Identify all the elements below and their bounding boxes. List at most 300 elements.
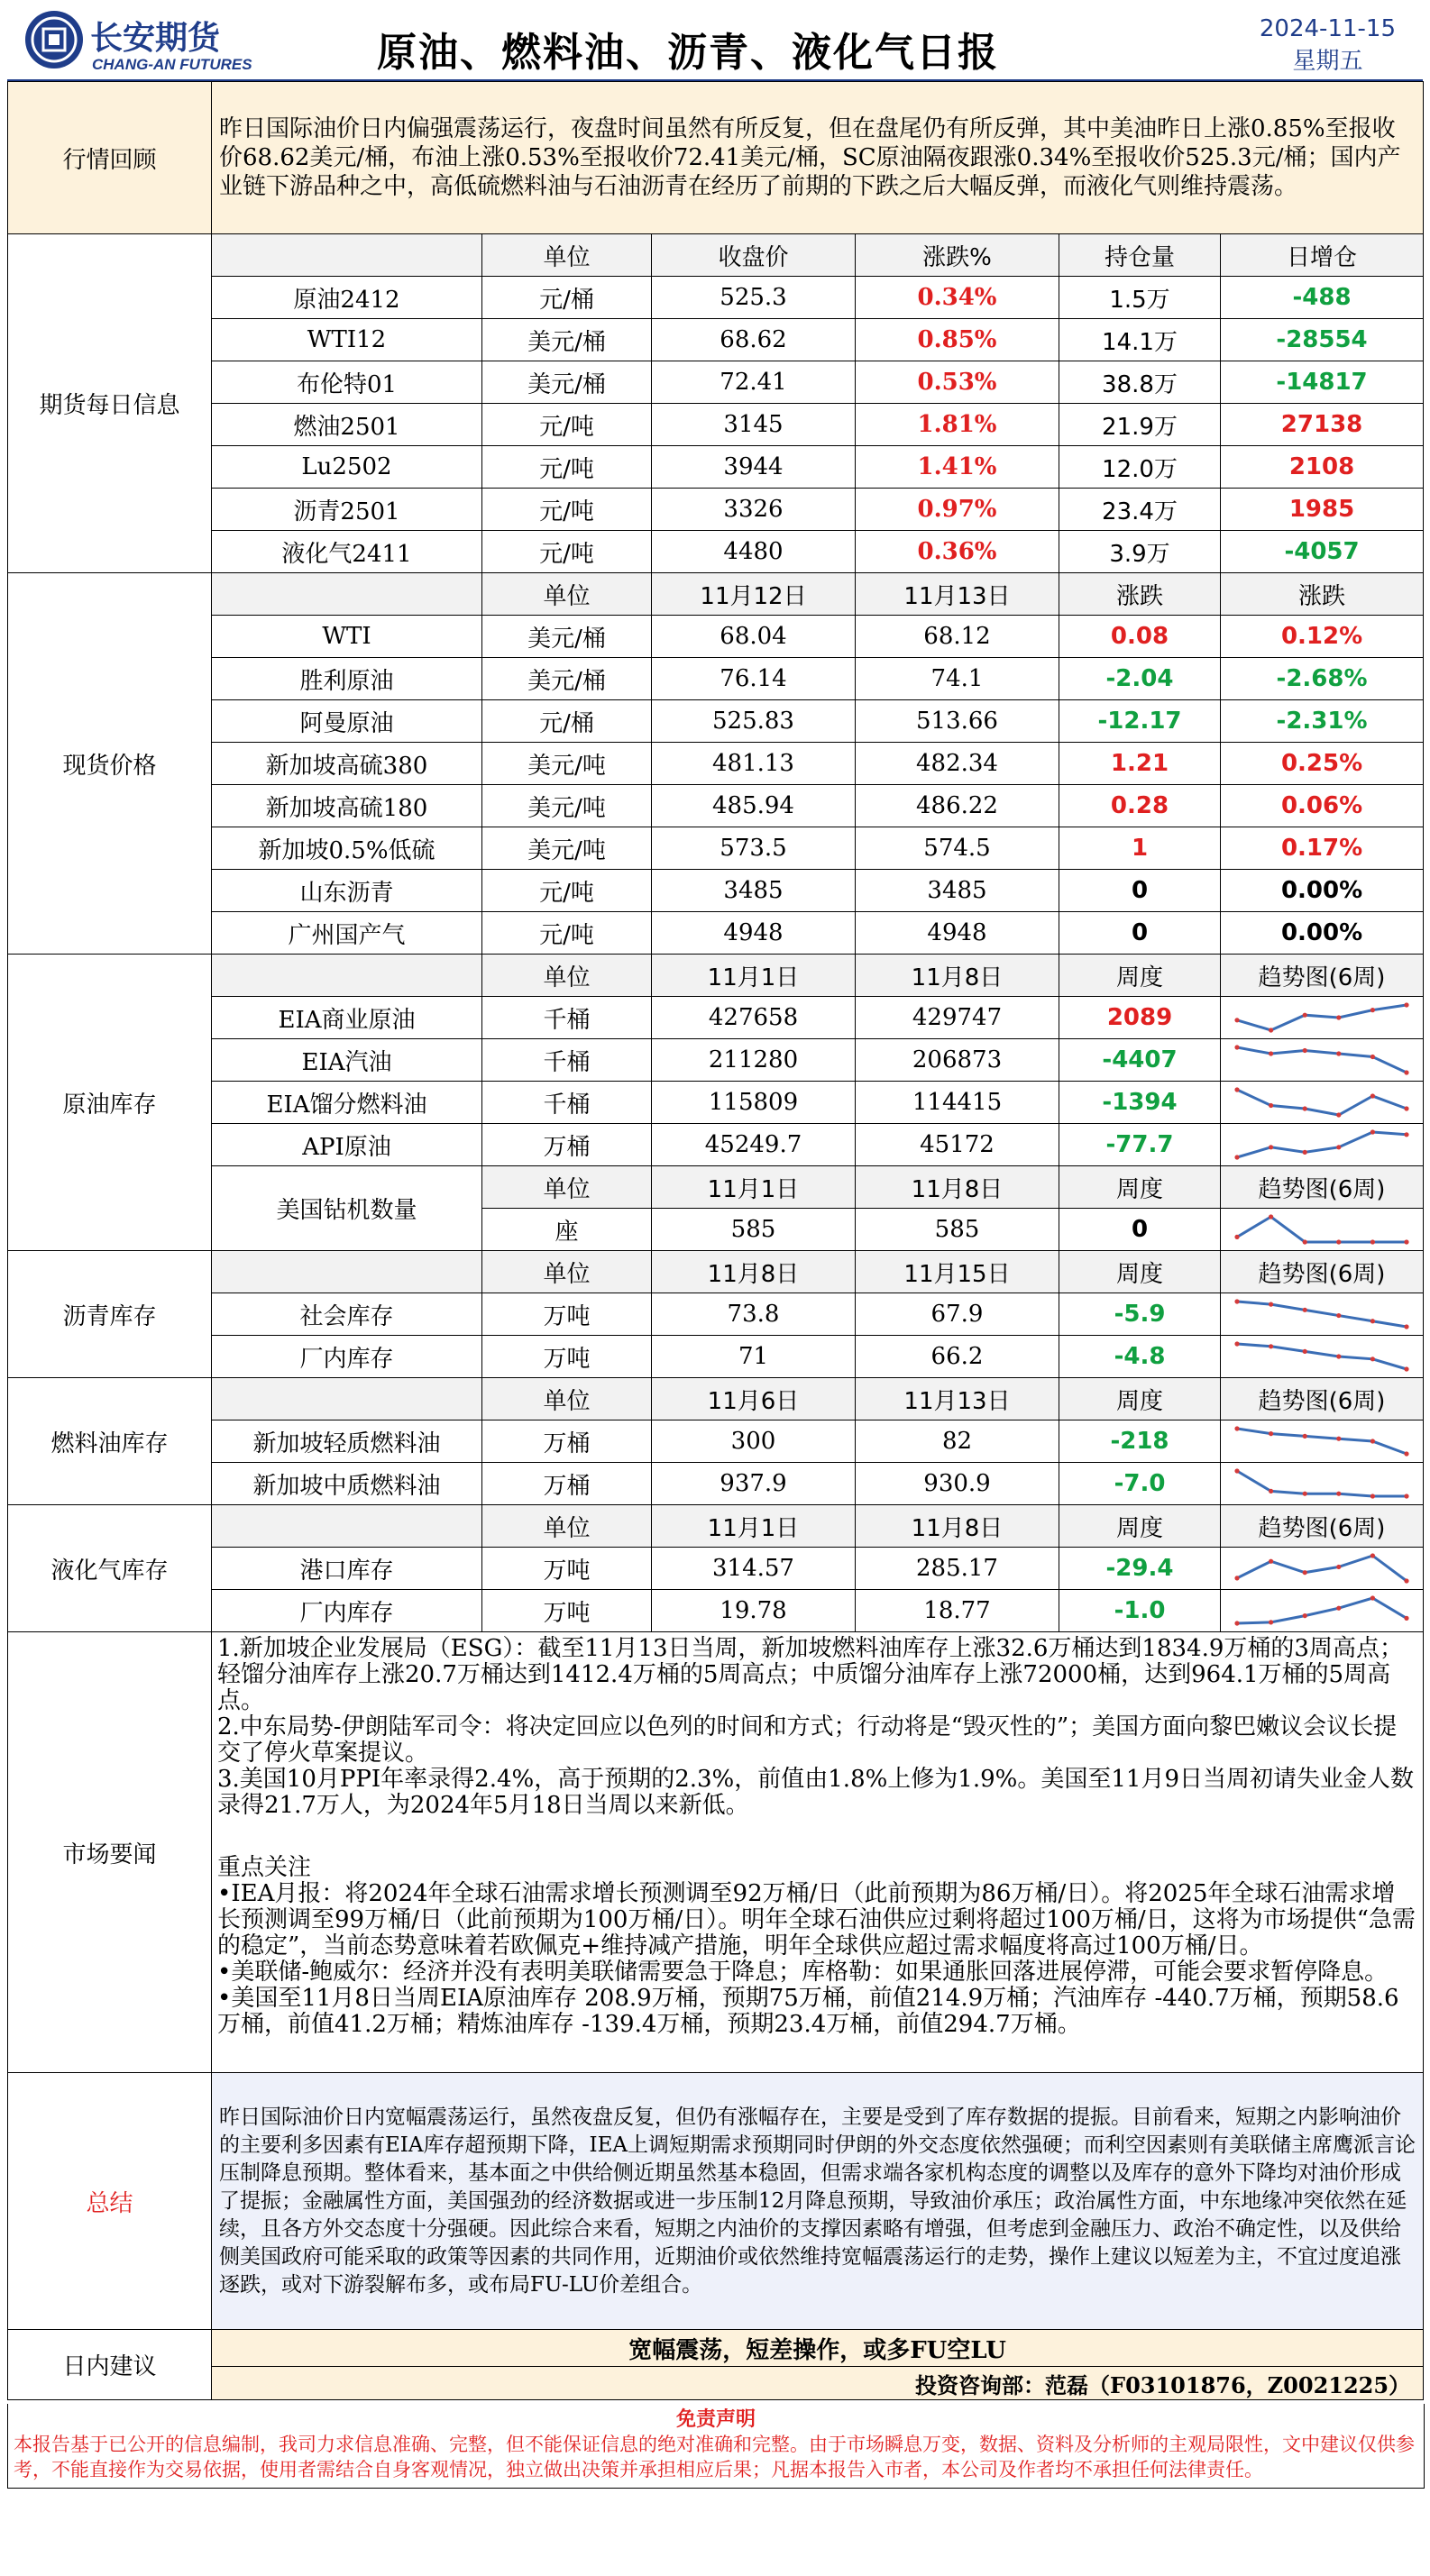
spot-change-pct: 0.12% — [1221, 616, 1424, 658]
trend-sparkline — [1232, 1211, 1412, 1247]
futures-open-interest: 1.5万 — [1059, 277, 1221, 319]
trend-point — [1234, 1018, 1239, 1022]
futures-change-pct: 1.41% — [856, 446, 1059, 489]
trend-point — [1336, 1313, 1341, 1318]
spot-price-2: 3485 — [856, 870, 1059, 912]
suggestion-section-label: 日内建议 — [8, 2330, 212, 2400]
spot-price-1: 76.14 — [652, 658, 856, 700]
spot-row — [8, 743, 1424, 785]
trend-line — [1237, 1344, 1407, 1369]
spot-product: 山东沥青 — [212, 870, 482, 912]
disclaimer-text: 本报告基于已公开的信息编制，我司力求信息准确、完整，但不能保证信息的绝对准确和完整。由于市场瞬息万变，数据、资料及分析师的主观局限性，文中建议仅供参考，不能直接作为交易依据，使用者需结合自身客观情况，独立做出决策并承担相应后果；凡据本报告入市者，本公司及作者均不承担任何法律责任。 — [14, 2434, 1415, 2480]
crude_inv-value-2: 429747 — [856, 997, 1059, 1039]
spot-unit: 美元/桶 — [482, 658, 652, 700]
report-date: 2024-11-15 — [1259, 15, 1396, 42]
trend-point — [1269, 1051, 1273, 1055]
trend-point — [1303, 1570, 1307, 1575]
spot-change: 0.08 — [1059, 616, 1221, 658]
crude_inv-col-header: 11月8日 — [856, 955, 1059, 997]
crude_inv-unit: 千桶 — [482, 997, 652, 1039]
spot-price-1: 3485 — [652, 870, 856, 912]
futures-oi-change: 27138 — [1221, 404, 1424, 446]
futures-row — [8, 531, 1424, 573]
crude_inv-value-2: 45172 — [856, 1124, 1059, 1166]
lpg_inv-col-header: 11月1日 — [652, 1505, 856, 1548]
trend-point — [1303, 1048, 1307, 1053]
futures-header-blank — [212, 234, 482, 277]
trend-point — [1404, 1132, 1408, 1137]
trend-point — [1269, 1302, 1273, 1307]
report-page — [7, 7, 1423, 2489]
futures-header-row — [8, 234, 1424, 277]
fuel_inv-row — [8, 1420, 1424, 1463]
news-spacer — [217, 1819, 1417, 1855]
asphalt_inv-header-blank — [212, 1251, 482, 1293]
lpg_inv-header-blank — [212, 1505, 482, 1548]
spot-row — [8, 827, 1424, 870]
futures-contract: 沥青2501 — [212, 489, 482, 531]
rig-col-header: 11月1日 — [652, 1166, 856, 1209]
advisor-text: 投资咨询部：范磊（F03101876，Z0021225） — [212, 2367, 1424, 2400]
trend-point — [1370, 1319, 1375, 1323]
crude_inv-value-1: 45249.7 — [652, 1124, 856, 1166]
trend-sparkline — [1232, 1423, 1412, 1459]
trend-line — [1237, 1302, 1407, 1327]
trend-point — [1234, 1087, 1239, 1092]
futures-oi-change: -4057 — [1221, 531, 1424, 573]
fuel_inv-header-row — [8, 1378, 1424, 1420]
spot-change-pct: 0.00% — [1221, 912, 1424, 955]
futures-oi-change: 1985 — [1221, 489, 1424, 531]
trend-point — [1404, 1324, 1408, 1329]
rig-trend — [1221, 1209, 1424, 1251]
trend-point — [1303, 1239, 1307, 1244]
futures-row — [8, 446, 1424, 489]
spot-price-2: 4948 — [856, 912, 1059, 955]
spot-price-2: 486.22 — [856, 785, 1059, 827]
lpg_inv-value-2: 285.17 — [856, 1548, 1059, 1590]
futures-change-pct: 0.53% — [856, 361, 1059, 404]
trend-point — [1336, 1051, 1341, 1055]
trend-point — [1234, 1235, 1239, 1239]
crude_inv-weekly-change: -1394 — [1059, 1082, 1221, 1124]
rig-unit: 座 — [482, 1209, 652, 1251]
trend-point — [1404, 1070, 1408, 1074]
crude_inv-col-header: 趋势图(6周) — [1221, 955, 1424, 997]
report-header — [7, 7, 1423, 81]
spot-price-2: 482.34 — [856, 743, 1059, 785]
news-section-label: 市场要闻 — [8, 1632, 212, 2073]
fuel_inv-value-1: 300 — [652, 1420, 856, 1463]
crude_inv-item: EIA商业原油 — [212, 997, 482, 1039]
futures-change-pct: 0.34% — [856, 277, 1059, 319]
crude_inv-trend — [1221, 997, 1424, 1039]
trend-point — [1370, 1239, 1375, 1244]
news-item: 3.美国10月PPI年率录得2.4%，高于预期的2.3%，前值由1.8%上修为1.9%。美国至11月9日当周初请失业金人数录得21.7万人，为2024年5月18日当周以来新低。 — [217, 1766, 1414, 1819]
futures-change-pct: 0.97% — [856, 489, 1059, 531]
crude_inv-value-1: 115809 — [652, 1082, 856, 1124]
futures-close: 3145 — [652, 404, 856, 446]
spot-price-1: 68.04 — [652, 616, 856, 658]
spot-change: -2.04 — [1059, 658, 1221, 700]
disclaimer-title: 免责声明 — [675, 2408, 756, 2431]
trend-point — [1269, 1145, 1273, 1149]
futures-change-pct: 0.85% — [856, 319, 1059, 361]
fuel_inv-trend — [1221, 1463, 1424, 1505]
fuel_inv-weekly-change: -7.0 — [1059, 1463, 1221, 1505]
spot-row — [8, 616, 1424, 658]
fuel_inv-col-header: 11月13日 — [856, 1378, 1059, 1420]
spot-price-1: 485.94 — [652, 785, 856, 827]
futures-contract: Lu2502 — [212, 446, 482, 489]
report-date-block — [1260, 13, 1396, 78]
spot-row — [8, 700, 1424, 743]
rig-header-row — [8, 1166, 1424, 1209]
news-row — [8, 1632, 1424, 2073]
asphalt_inv-unit: 万吨 — [482, 1293, 652, 1336]
rig-col-header: 趋势图(6周) — [1221, 1166, 1424, 1209]
crude_inv-unit: 万桶 — [482, 1124, 652, 1166]
trend-point — [1303, 1308, 1307, 1312]
asphalt_inv-trend — [1221, 1336, 1424, 1378]
futures-oi-change: -488 — [1221, 277, 1424, 319]
spot-price-2: 68.12 — [856, 616, 1059, 658]
asphalt_inv-value-2: 66.2 — [856, 1336, 1059, 1378]
asphalt_inv-row — [8, 1336, 1424, 1378]
spot-row — [8, 912, 1424, 955]
trend-sparkline — [1232, 1296, 1412, 1332]
lpg_inv-trend — [1221, 1548, 1424, 1590]
futures-contract: 布伦特01 — [212, 361, 482, 404]
report-title: 原油、燃料油、沥青、液化气日报 — [377, 30, 999, 76]
crude_inv-weekly-change: -77.7 — [1059, 1124, 1221, 1166]
crude_inv-row — [8, 1039, 1424, 1082]
fuel_inv-section-label: 燃料油库存 — [8, 1378, 212, 1505]
trend-point — [1234, 1426, 1239, 1430]
crude_inv-value-1: 427658 — [652, 997, 856, 1039]
trend-point — [1370, 1093, 1375, 1098]
trend-line — [1237, 1090, 1407, 1115]
lpg_inv-value-1: 314.57 — [652, 1548, 856, 1590]
spot-col-header: 涨跌 — [1221, 573, 1424, 616]
trend-point — [1336, 1606, 1341, 1611]
trend-point — [1303, 1349, 1307, 1354]
trend-point — [1336, 1112, 1341, 1117]
trend-point — [1370, 1553, 1375, 1557]
lpg_inv-item: 厂内库存 — [212, 1590, 482, 1632]
trend-sparkline — [1232, 1338, 1412, 1375]
futures-open-interest: 3.9万 — [1059, 531, 1221, 573]
lpg_inv-col-header: 趋势图(6周) — [1221, 1505, 1424, 1548]
trend-sparkline — [1232, 1466, 1412, 1502]
trend-point — [1269, 1103, 1273, 1108]
news-item: 2.中东局势-伊朗陆军司令：将决定回应以色列的时间和方式；行动将是“毁灭性的”；美国方面向黎巴嫩议会议长提交了停火草案提议。 — [217, 1713, 1398, 1767]
trend-point — [1269, 1344, 1273, 1348]
futures-contract: WTI12 — [212, 319, 482, 361]
crude_inv-item: EIA汽油 — [212, 1039, 482, 1082]
fuel_inv-col-header: 周度 — [1059, 1378, 1221, 1420]
lpg_inv-section-label: 液化气库存 — [8, 1505, 212, 1632]
trend-point — [1234, 1155, 1239, 1159]
trend-point — [1370, 1439, 1375, 1443]
lpg_inv-weekly-change: -29.4 — [1059, 1548, 1221, 1590]
spot-unit: 元/桶 — [482, 700, 652, 743]
fuel_inv-value-2: 82 — [856, 1420, 1059, 1463]
crude_inv-unit: 千桶 — [482, 1039, 652, 1082]
fuel_inv-unit: 万桶 — [482, 1463, 652, 1505]
rig-col-header: 周度 — [1059, 1166, 1221, 1209]
trend-point — [1234, 1468, 1239, 1473]
report-table-body — [8, 82, 1424, 2400]
futures-col-header: 收盘价 — [652, 234, 856, 277]
spot-change: 1 — [1059, 827, 1221, 870]
spot-change: 0.28 — [1059, 785, 1221, 827]
trend-line — [1237, 1429, 1407, 1454]
spot-unit: 美元/吨 — [482, 827, 652, 870]
rig-col-header: 11月8日 — [856, 1166, 1059, 1209]
lpg_inv-col-header: 11月8日 — [856, 1505, 1059, 1548]
asphalt_inv-unit: 万吨 — [482, 1336, 652, 1378]
fuel_inv-row — [8, 1463, 1424, 1505]
trend-point — [1404, 1494, 1408, 1498]
lpg_inv-header-row — [8, 1505, 1424, 1548]
rig-count-label: 美国钻机数量 — [212, 1166, 482, 1251]
asphalt_inv-value-2: 67.9 — [856, 1293, 1059, 1336]
lpg_inv-unit: 万吨 — [482, 1590, 652, 1632]
trend-point — [1234, 1621, 1239, 1625]
lpg_inv-item: 港口库存 — [212, 1548, 482, 1590]
futures-open-interest: 23.4万 — [1059, 489, 1221, 531]
review-label: 行情回顾 — [8, 82, 212, 234]
trend-point — [1404, 1616, 1408, 1621]
trend-point — [1336, 1239, 1341, 1244]
asphalt_inv-value-1: 71 — [652, 1336, 856, 1378]
futures-open-interest: 12.0万 — [1059, 446, 1221, 489]
spot-change: 0 — [1059, 870, 1221, 912]
trend-point — [1404, 1002, 1408, 1007]
asphalt_inv-weekly-change: -4.8 — [1059, 1336, 1221, 1378]
spot-col-header: 涨跌 — [1059, 573, 1221, 616]
futures-unit: 元/吨 — [482, 446, 652, 489]
suggestion-text: 宽幅震荡，短差操作，或多FU空LU — [212, 2330, 1424, 2367]
spot-change: -12.17 — [1059, 700, 1221, 743]
fuel_inv-header-blank — [212, 1378, 482, 1420]
news-focus-title: 重点关注 — [217, 1854, 312, 1881]
spot-price-2: 513.66 — [856, 700, 1059, 743]
spot-product: 广州国产气 — [212, 912, 482, 955]
fuel_inv-col-header: 单位 — [482, 1378, 652, 1420]
crude_inv-header-blank — [212, 955, 482, 997]
trend-point — [1303, 1106, 1307, 1110]
spot-price-1: 573.5 — [652, 827, 856, 870]
trend-sparkline — [1232, 1127, 1412, 1163]
trend-point — [1336, 1015, 1341, 1019]
trend-point — [1370, 1129, 1375, 1134]
spot-price-1: 4948 — [652, 912, 856, 955]
spot-unit: 元/吨 — [482, 912, 652, 955]
futures-col-header: 单位 — [482, 234, 652, 277]
news-content — [212, 1632, 1424, 2073]
trend-line — [1237, 1556, 1407, 1581]
trend-point — [1234, 1341, 1239, 1346]
spot-unit: 美元/吨 — [482, 743, 652, 785]
lpg_inv-trend — [1221, 1590, 1424, 1632]
spot-header-row — [8, 573, 1424, 616]
trend-sparkline — [1232, 1550, 1412, 1586]
spot-price-1: 481.13 — [652, 743, 856, 785]
trend-point — [1404, 1578, 1408, 1583]
spot-row — [8, 785, 1424, 827]
futures-col-header: 涨跌% — [856, 234, 1059, 277]
review-row — [8, 82, 1424, 234]
logo-en-text: CHANG-AN FUTURES — [92, 56, 252, 73]
trend-point — [1370, 1595, 1375, 1600]
futures-close: 68.62 — [652, 319, 856, 361]
spot-change: 1.21 — [1059, 743, 1221, 785]
summary-section-label: 总结 — [8, 2073, 212, 2330]
lpg_inv-row — [8, 1548, 1424, 1590]
company-logo-icon — [25, 11, 83, 69]
spot-change-pct: -2.31% — [1221, 700, 1424, 743]
spot-row — [8, 870, 1424, 912]
logo-cn-text: 长安期货 — [90, 20, 221, 57]
spot-price-2: 74.1 — [856, 658, 1059, 700]
trend-point — [1404, 1451, 1408, 1456]
futures-section-label: 期货每日信息 — [8, 234, 212, 573]
fuel_inv-col-header: 趋势图(6周) — [1221, 1378, 1424, 1420]
trend-point — [1269, 1028, 1273, 1032]
crude_inv-value-2: 114415 — [856, 1082, 1059, 1124]
trend-point — [1303, 1434, 1307, 1439]
futures-close: 3326 — [652, 489, 856, 531]
futures-contract: 燃油2501 — [212, 404, 482, 446]
spot-change-pct: -2.68% — [1221, 658, 1424, 700]
crude_inv-trend — [1221, 1124, 1424, 1166]
trend-line — [1237, 1217, 1407, 1242]
crude_inv-col-header: 单位 — [482, 955, 652, 997]
trend-point — [1336, 1565, 1341, 1569]
spot-col-header: 单位 — [482, 573, 652, 616]
trend-point — [1269, 1489, 1273, 1494]
fuel_inv-trend — [1221, 1420, 1424, 1463]
trend-point — [1234, 1299, 1239, 1303]
trend-point — [1303, 1013, 1307, 1018]
futures-unit: 美元/桶 — [482, 361, 652, 404]
futures-change-pct: 0.36% — [856, 531, 1059, 573]
spot-col-header: 11月12日 — [652, 573, 856, 616]
trend-point — [1370, 1494, 1375, 1498]
asphalt_inv-col-header: 趋势图(6周) — [1221, 1251, 1424, 1293]
spot-product: 新加坡高硫380 — [212, 743, 482, 785]
trend-point — [1269, 1214, 1273, 1219]
futures-open-interest: 21.9万 — [1059, 404, 1221, 446]
spot-header-blank — [212, 573, 482, 616]
futures-unit: 元/吨 — [482, 404, 652, 446]
futures-contract: 液化气2411 — [212, 531, 482, 573]
fuel_inv-col-header: 11月6日 — [652, 1378, 856, 1420]
spot-section-label: 现货价格 — [8, 573, 212, 955]
trend-sparkline — [1232, 1084, 1412, 1120]
asphalt_inv-col-header: 11月8日 — [652, 1251, 856, 1293]
spot-product: 阿曼原油 — [212, 700, 482, 743]
report-table — [7, 81, 1424, 2400]
futures-open-interest: 38.8万 — [1059, 361, 1221, 404]
lpg_inv-value-1: 19.78 — [652, 1590, 856, 1632]
trend-point — [1370, 1055, 1375, 1059]
trend-point — [1370, 1008, 1375, 1012]
spot-price-2: 574.5 — [856, 827, 1059, 870]
trend-point — [1269, 1559, 1273, 1564]
crude_inv-row — [8, 1124, 1424, 1166]
report-weekday: 星期五 — [1292, 48, 1363, 75]
futures-row — [8, 489, 1424, 531]
crude_inv-col-header: 周度 — [1059, 955, 1221, 997]
crude_inv-item: API原油 — [212, 1124, 482, 1166]
fuel_inv-value-2: 930.9 — [856, 1463, 1059, 1505]
crude_inv-col-header: 11月1日 — [652, 955, 856, 997]
asphalt_inv-section-label: 沥青库存 — [8, 1251, 212, 1378]
spot-product: 新加坡0.5%低硫 — [212, 827, 482, 870]
lpg_inv-col-header: 单位 — [482, 1505, 652, 1548]
trend-point — [1303, 1150, 1307, 1155]
asphalt_inv-row — [8, 1293, 1424, 1336]
spot-change-pct: 0.06% — [1221, 785, 1424, 827]
futures-row — [8, 361, 1424, 404]
lpg_inv-unit: 万吨 — [482, 1548, 652, 1590]
trend-point — [1336, 1354, 1341, 1358]
crude_inv-unit: 千桶 — [482, 1082, 652, 1124]
spot-product: 胜利原油 — [212, 658, 482, 700]
futures-change-pct: 1.81% — [856, 404, 1059, 446]
futures-close: 4480 — [652, 531, 856, 573]
advisor-row — [8, 2367, 1424, 2400]
trend-sparkline — [1232, 1042, 1412, 1078]
spot-change-pct: 0.25% — [1221, 743, 1424, 785]
spot-product: WTI — [212, 616, 482, 658]
futures-unit: 美元/桶 — [482, 319, 652, 361]
futures-unit: 元/桶 — [482, 277, 652, 319]
fuel_inv-weekly-change: -218 — [1059, 1420, 1221, 1463]
crude_inv-section-label: 原油库存 — [8, 955, 212, 1251]
trend-line — [1237, 1047, 1407, 1073]
futures-oi-change: 2108 — [1221, 446, 1424, 489]
trend-point — [1404, 1106, 1408, 1110]
asphalt_inv-value-1: 73.8 — [652, 1293, 856, 1336]
rig-weekly-change: 0 — [1059, 1209, 1221, 1251]
crude_inv-weekly-change: -4407 — [1059, 1039, 1221, 1082]
crude_inv-row — [8, 997, 1424, 1039]
fuel_inv-unit: 万桶 — [482, 1420, 652, 1463]
lpg_inv-weekly-change: -1.0 — [1059, 1590, 1221, 1632]
trend-line — [1237, 1132, 1407, 1157]
summary-text: 昨日国际油价日内宽幅震荡运行，虽然夜盘反复，但仍有涨幅存在，主要是受到了库存数据的提振。目前看来，短期之内影响油价的主要利多因素有EIA库存超预期下降，IEA上调短期需求预期同时伊朗的外交态度依然强硬；而利空因素则有美联储主席鹰派言论压制降息预期。整体看来，基本面之中供给侧近期虽然基本稳固，但需求端各家机构态度的调整以及库存的意外下降均对油价形成了提振；金融属性方面，美国强劲的经济数据或进一步压制12月降息预期，导致油价承压；政治属性方面，中东地缘冲突依然在延续，且各方外交态度十分强硬。因此综合来看，短期之内油价的支撑因素略有增强，但考虑到金融压力、政治不确定性，以及供给侧美国政府可能采取的政策等因素的共同作用，近期油价或依然维持宽幅震荡运行的走势，操作上建议以短差为主，不宜过度追涨逐跌，或对下游裂解布多，或布局FU-LU价差组合。 — [212, 2073, 1424, 2330]
crude_inv-weekly-change: 2089 — [1059, 997, 1221, 1039]
rig-col-header: 单位 — [482, 1166, 652, 1209]
rig-value-1: 585 — [652, 1209, 856, 1251]
trend-line — [1237, 1471, 1407, 1496]
trend-point — [1336, 1437, 1341, 1441]
disclaimer — [7, 2404, 1425, 2489]
spot-change-pct: 0.17% — [1221, 827, 1424, 870]
futures-unit: 元/吨 — [482, 531, 652, 573]
futures-contract: 原油2412 — [212, 277, 482, 319]
trend-line — [1237, 1005, 1407, 1030]
crude_inv-value-2: 206873 — [856, 1039, 1059, 1082]
trend-point — [1336, 1492, 1341, 1496]
asphalt_inv-col-header: 单位 — [482, 1251, 652, 1293]
asphalt_inv-item: 厂内库存 — [212, 1336, 482, 1378]
fuel_inv-item: 新加坡中质燃料油 — [212, 1463, 482, 1505]
